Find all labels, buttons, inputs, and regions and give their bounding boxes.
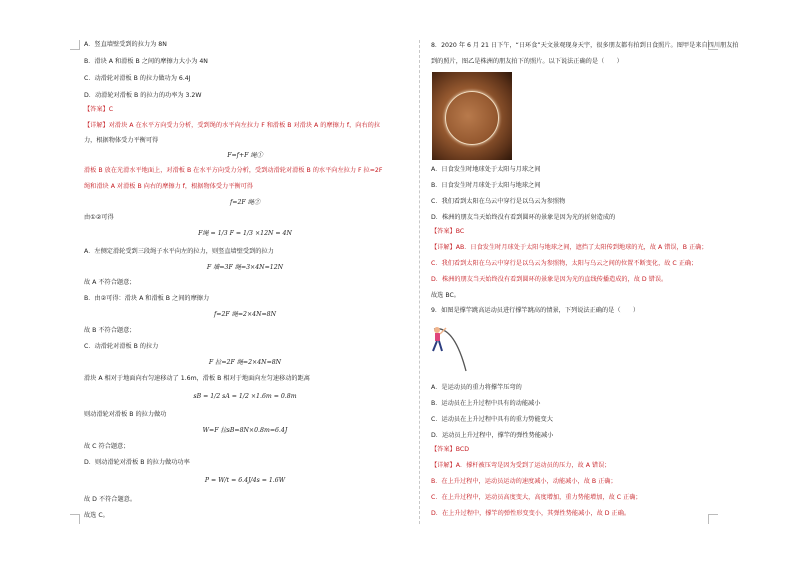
vaulter-body xyxy=(435,333,440,341)
answer-label: 【答案】C xyxy=(84,106,114,113)
question-8-stem: 8．2020 年 6 月 21 日下午，“日环食”天文景观现身天宇，很多朋友都有拍到日食照片。图甲是来自四川朋友拍 xyxy=(431,42,739,49)
q9-option-b: B．运动员在上升过程中具有的动能减小 xyxy=(431,400,541,407)
option-b: B．滑块 A 和滑板 B 之间的摩擦力大小为 4N xyxy=(84,58,208,65)
q9-explanation: D．在上升过程中，撑竿的弹性形变变小，其弹性势能减小，故 D 正确。 xyxy=(431,510,631,517)
vaulter-head xyxy=(434,327,440,333)
explanation-line: 【详解】对滑块 A 在水平方向受力分析，受到绳的水平向左拉力 F 和滑板 B 对滑块 A 的摩擦力 f，向右的拉 xyxy=(84,122,381,129)
formula-line: W=F 拉sB=8N×0.8m=6.4J xyxy=(202,427,288,434)
q9-explanation: B．在上升过程中，运动员运动的速度减小，动能减小，故 B 正确； xyxy=(431,478,617,485)
q8-option-b: B．日食发生时月球处于太阳与地球之间 xyxy=(431,182,541,189)
fraction-formula: F绳 = 1/3 F = 1/3 ×12N = 4N xyxy=(198,230,292,237)
q8-option-d: D．株洲的朋友当天始终没有看到圆环的景象是因为光的折射造成的 xyxy=(431,214,616,221)
q8-option-c: C．我们看到太阳在乌云中穿行是以乌云为参照物 xyxy=(431,198,566,205)
q9-option-d: D．运动员上升过程中，撑竿的弹性势能减小 xyxy=(431,432,554,439)
explanation-line: D．则动滑轮对滑板 B 的拉力做功功率 xyxy=(84,459,190,466)
explanation-line: 滑板 B 放在光滑水平地面上，对滑板 B 在水平方向受力分析，受到动滑轮对滑板 B 的水平向左拉力 F 拉=2F xyxy=(84,167,383,174)
option-a: A．竖直墙壁受到的拉力为 8N xyxy=(84,41,167,48)
q8-explanation: D．株洲的朋友当天始终没有看到圆环的景象是因为光的直线传播造成的，故 D 错误。 xyxy=(431,276,668,283)
annular-eclipse-ring xyxy=(445,91,499,145)
explanation-line: 故选 C。 xyxy=(84,512,109,519)
option-c: C．动滑轮对滑板 B 的拉力做功为 6.4J xyxy=(84,75,191,82)
formula-line: f=2F 绳=2×4N=8N xyxy=(213,311,277,318)
question-8-stem: 到的照片，图乙是株洲的朋友拍下的照片。以下说法正确的是（ ） xyxy=(431,58,623,65)
crop-mark-bottom-left xyxy=(70,514,80,524)
formula-line: f=2F 绳② xyxy=(229,199,261,206)
q9-explanation: C．在上升过程中，运动员高度变大，高度增加，重力势能增加，故 C 正确； xyxy=(431,494,642,501)
q8-explanation: C．我们看到太阳在乌云中穿行是以乌云为参照物，太阳与乌云之间的位置不断变化，故 C 正确； xyxy=(431,260,698,267)
formula-line: F 拉=2F 绳=2×4N=8N xyxy=(208,359,282,366)
fraction-formula: sB = 1/2 sA = 1/2 ×1.6m = 0.8m xyxy=(193,393,297,400)
explanation-line: 由①②可得 xyxy=(84,214,114,221)
q9-option-a: A．是运动员的重力将撑竿压弯的 xyxy=(431,384,522,391)
explanation-line: 力，根据物体受力平衡可得 xyxy=(84,137,159,144)
q8-answer: 【答案】BC xyxy=(431,228,465,235)
explanation-line: 故 D 不符合题意。 xyxy=(84,496,137,503)
explanation-line: B．由②可得：滑块 A 和滑板 B 之间的摩擦力 xyxy=(84,295,210,302)
explanation-line: 滑块 A 相对于地面向右匀速移动了 1.6m，滑板 B 相对于地面向左匀速移动的距离 xyxy=(84,375,310,382)
q9-explanation: 【详解】A．撑杆被压弯是因为受到了运动员的压力，故 A 错误； xyxy=(431,462,611,469)
option-d: D．动滑轮对滑板 B 的拉力的功率为 3.2W xyxy=(84,92,202,99)
crop-mark-top-left xyxy=(70,40,80,50)
q9-answer: 【答案】BCD xyxy=(431,446,469,453)
crop-mark-bottom-right xyxy=(708,514,718,524)
fraction-formula: P = W/t = 6.4J/4s = 1.6W xyxy=(204,477,286,484)
question-9-stem: 9．如图是撑竿跳高运动员进行撑竿跳高的情景，下列说法正确的是（ ） xyxy=(431,307,640,314)
vaulter-leg xyxy=(439,341,442,351)
q8-explanation: 故选 BC。 xyxy=(431,292,460,299)
q9-option-c: C．运动员在上升过程中具有的重力势能变大 xyxy=(431,416,553,423)
q8-explanation: 【详解】AB．日食发生时月球处于太阳与地球之间，遮挡了太阳传到地球的光，故 A 错误，B 正确； xyxy=(431,244,708,251)
vaulter-leg xyxy=(433,341,437,351)
q8-option-a: A．日食发生时地球处于太阳与月球之间 xyxy=(431,166,541,173)
explanation-line: 故 C 符合题意； xyxy=(84,443,130,450)
explanation-line: 故 A 不符合题意； xyxy=(84,279,136,286)
column-divider xyxy=(419,40,420,524)
explanation-line: 绳和滑块 A 对滑板 B 向右的摩擦力 f，根据物体受力平衡可得 xyxy=(84,183,253,190)
explanation-line: 故 B 不符合题意； xyxy=(84,327,136,334)
explanation-line: C．动滑轮对滑板 B 的拉力 xyxy=(84,343,159,350)
explanation-line: A．左侧定滑轮受到三段绳子水平向左的拉力，则竖直墙壁受到的拉力 xyxy=(84,248,274,255)
explanation-line: 则动滑轮对滑板 B 的拉力做功 xyxy=(84,411,167,418)
formula-line: F 墙=3F 绳=3×4N=12N xyxy=(206,264,284,271)
pole-vault-illustration xyxy=(428,321,470,373)
formula-line: F=f+F 绳① xyxy=(227,152,263,159)
